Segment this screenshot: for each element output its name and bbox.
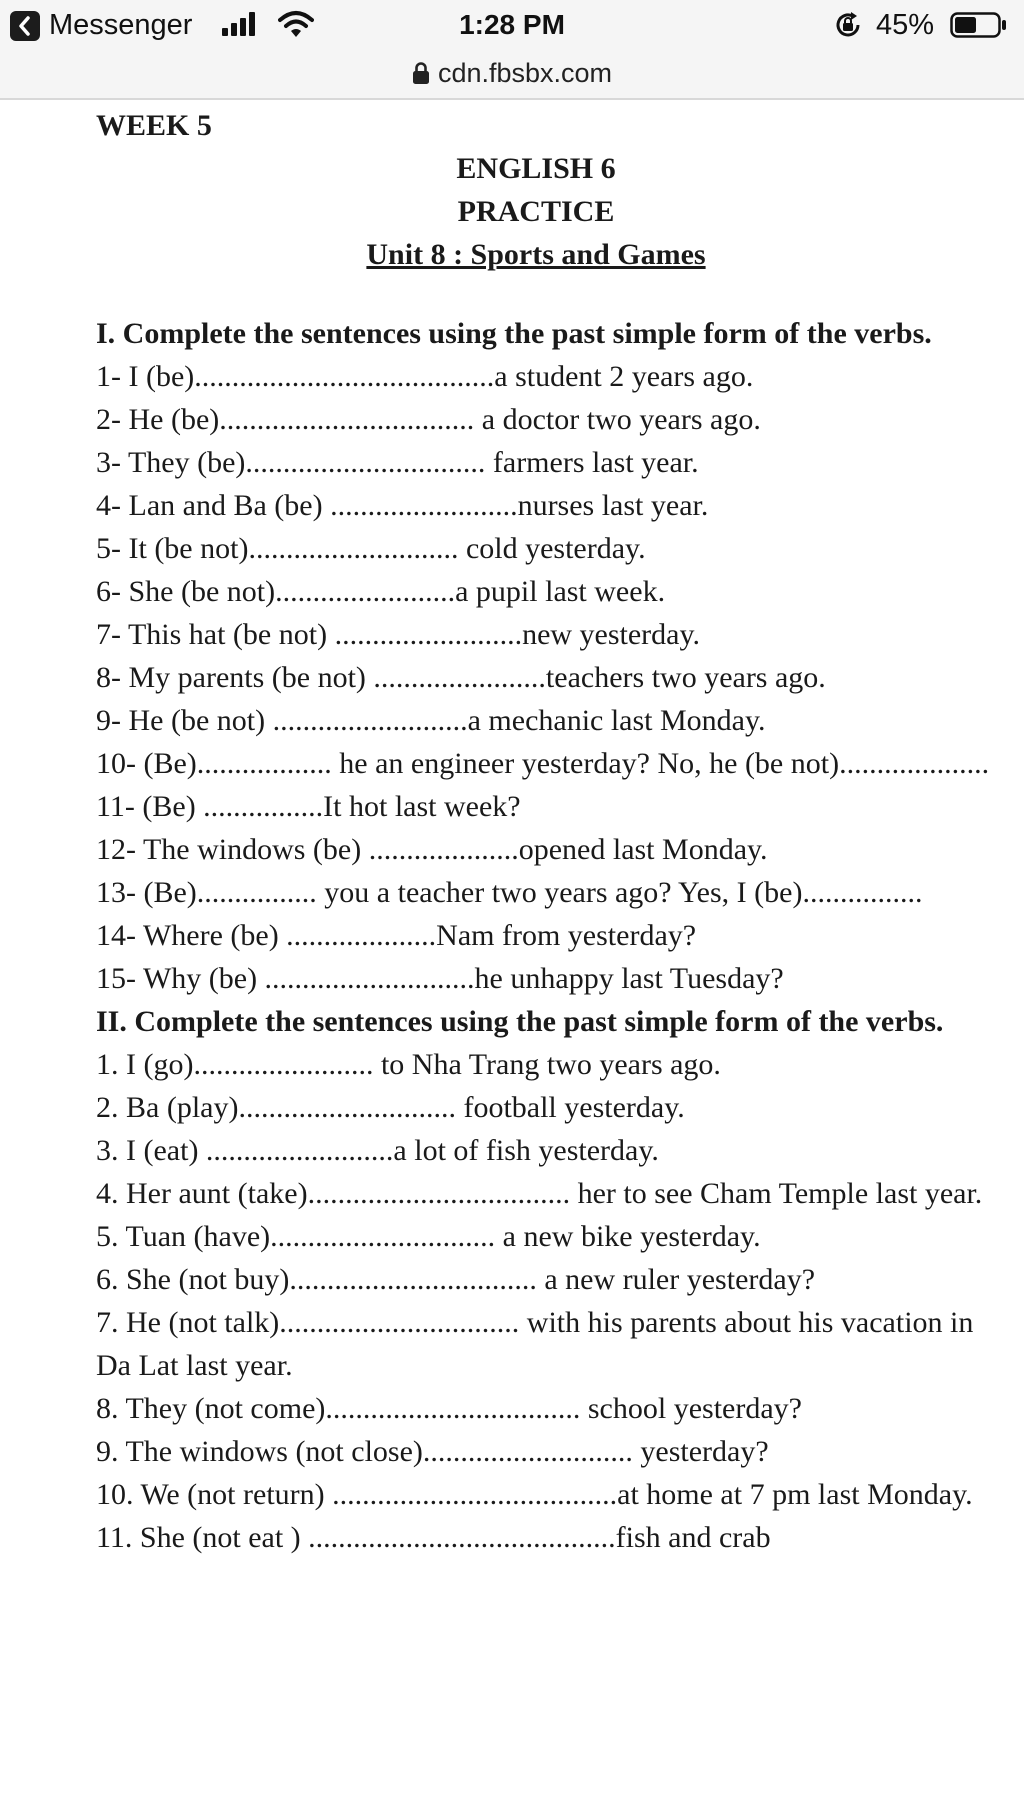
- exercise-item: 3- They (be)................................ farmers last year.: [96, 446, 699, 479]
- section-heading: I. Complete the sentences using the past simple form of the verbs.: [96, 317, 932, 350]
- unit-title: Unit 8 : Sports and Games: [366, 238, 706, 271]
- battery-icon: [950, 12, 1008, 38]
- back-app-label[interactable]: Messenger: [49, 9, 193, 41]
- url-bar[interactable]: [0, 50, 1024, 100]
- exercise-item: 6. She (not buy)................................. a new ruler yesterday?: [96, 1263, 816, 1296]
- exercise-item: 1. I (go)........................ to Nha Trang two years ago.: [96, 1048, 721, 1081]
- exercise-item: 8. They (not come).................................. school yesterday?: [96, 1392, 802, 1425]
- lock-icon: [412, 61, 430, 85]
- exercise-item: 13- (Be)................ you a teacher two years ago? Yes, I (be)................: [96, 876, 923, 909]
- url-text[interactable]: cdn.fbsbx.com: [437, 58, 613, 88]
- exercise-item: 4- Lan and Ba (be) .........................nurses last year.: [96, 489, 709, 522]
- practice-title: PRACTICE: [457, 195, 615, 228]
- exercise-item: 15- Why (be) ............................he unhappy last Tuesday?: [96, 962, 784, 995]
- exercise-item: 7- This hat (be not) .........................new yesterday.: [96, 618, 701, 651]
- exercise-item: 10. We (not return) ......................................at home at 7 pm last Monday.: [96, 1478, 973, 1511]
- exercise-item: 2- He (be).................................. a doctor two years ago.: [96, 403, 761, 436]
- exercise-item: 8- My parents (be not) .......................teachers two years ago.: [96, 661, 826, 694]
- exercise-item: 5- It (be not)............................ cold yesterday.: [96, 532, 646, 565]
- exercise-item: 2. Ba (play)............................. football yesterday.: [96, 1091, 685, 1124]
- exercise-item: 3. I (eat) .........................a lot of fish yesterday.: [96, 1134, 659, 1167]
- status-bar: [0, 0, 1024, 50]
- exercise-item: 14- Where (be) ....................Nam from yesterday?: [96, 919, 697, 952]
- subject-title: ENGLISH 6: [456, 152, 616, 185]
- rotation-lock-icon: [834, 11, 862, 39]
- exercise-item: 4. Her aunt (take)................................... her to see Cham Temple last year.: [96, 1177, 983, 1210]
- status-time: 1:28 PM: [459, 9, 565, 40]
- battery-percent: 45%: [876, 9, 935, 41]
- exercise-item: 9- He (be not) ..........................a mechanic last Monday.: [96, 704, 766, 737]
- exercise-item: 7. He (not talk)................................ with his parents about his vacation in Da Lat last year.: [96, 1306, 981, 1382]
- exercise-item: 12- The windows (be) ....................opened last Monday.: [96, 833, 768, 866]
- exercise-item: 1- I (be)........................................a student 2 years ago.: [96, 360, 754, 393]
- exercise-item: 11. She (not eat ) .........................................fish and crab: [96, 1521, 771, 1554]
- exercise-item: 9. The windows (not close)............................ yesterday?: [96, 1435, 769, 1468]
- exercise-item: 10- (Be).................. he an engineer yesterday? No, he (be not)....................: [96, 747, 990, 780]
- section-heading: II. Complete the sentences using the past simple form of the verbs.: [96, 1005, 944, 1038]
- worksheet-document: [96, 104, 1006, 1559]
- exercise-item: 5. Tuan (have).............................. a new bike yesterday.: [96, 1220, 761, 1253]
- exercise-item: 11- (Be) ................It hot last week?: [96, 790, 521, 823]
- week-label: WEEK 5: [96, 109, 212, 142]
- exercise-item: 6- She (be not)........................a pupil last week.: [96, 575, 666, 608]
